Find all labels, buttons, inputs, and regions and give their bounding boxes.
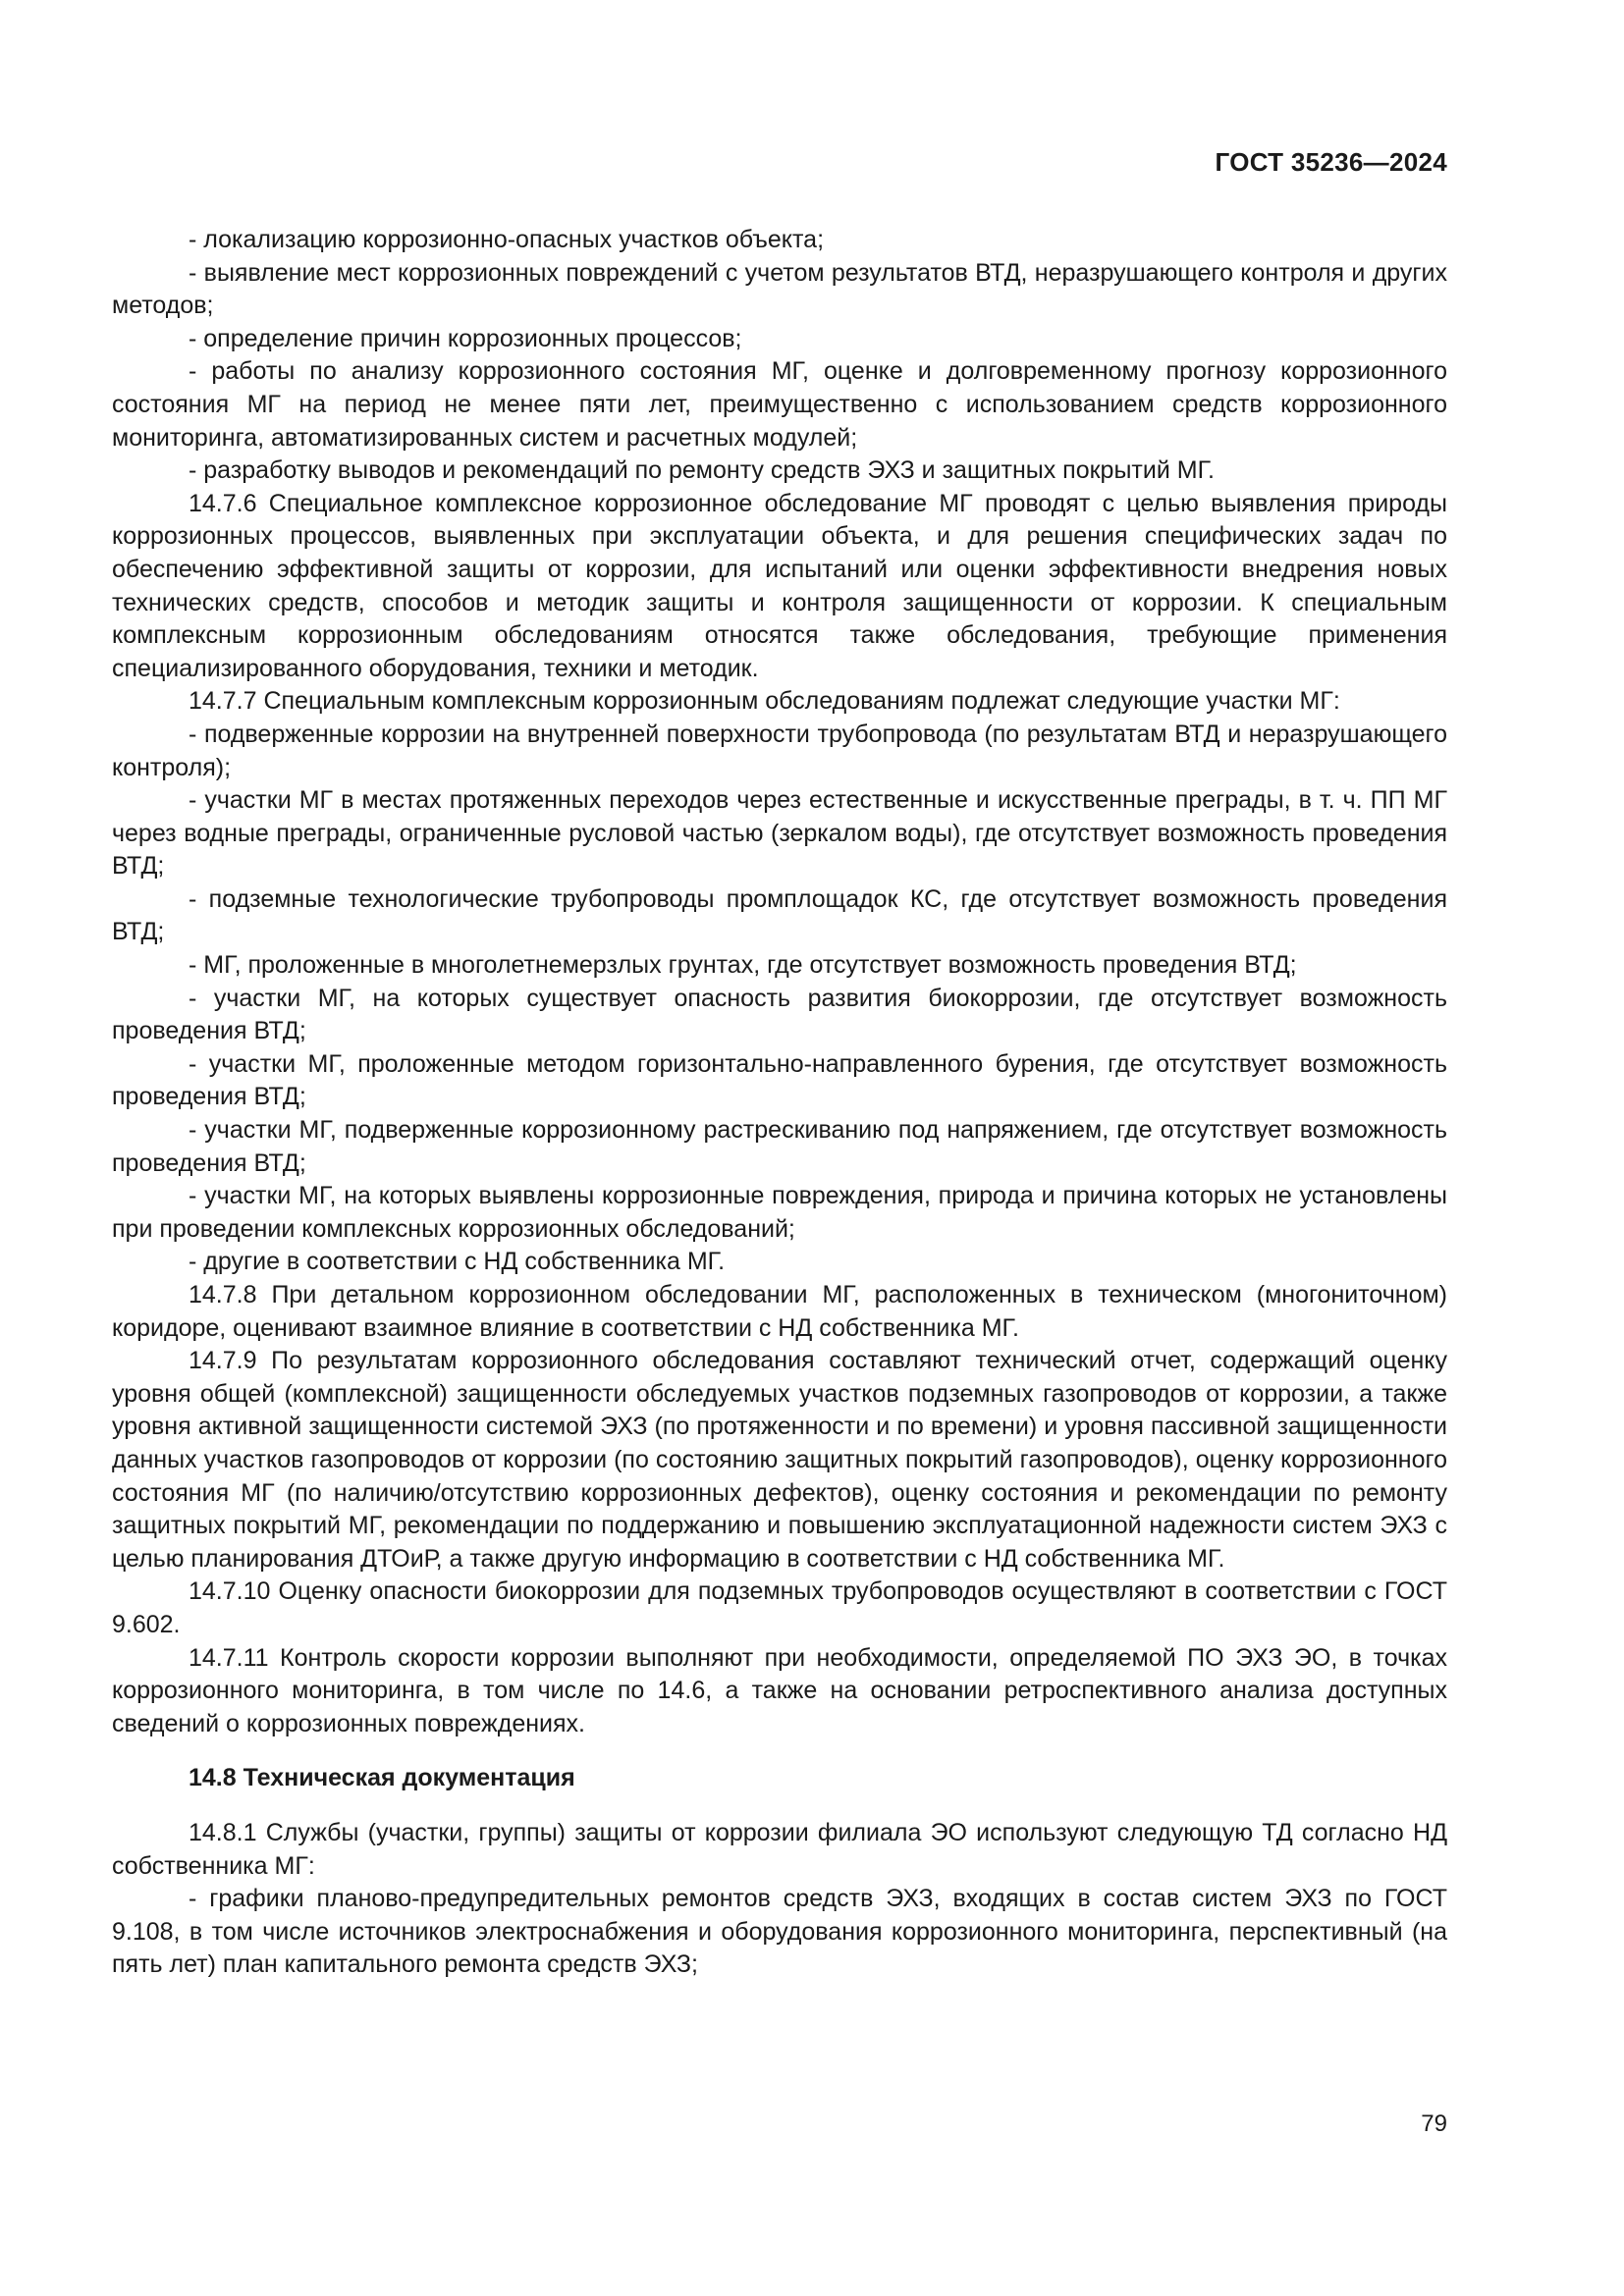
list-item: - подземные технологические трубопроводы промплощадок КС, где отсутствует возможность проведения ВТД; [112, 884, 1447, 946]
clause-14-7-8: 14.7.8 При детальном коррозионном обследовании МГ, расположенных в техническом (многониточном) коридоре, оценивают взаимное влияние в соответствии с НД собственника МГ. [112, 1281, 1447, 1342]
list-item: - участки МГ, на которых выявлены коррозионные повреждения, природа и причина которых не установлены при проведении комплексных коррозионных обследований; [112, 1182, 1447, 1243]
page-number: 79 [1421, 2110, 1447, 2137]
clause-14-7-6: 14.7.6 Специальное комплексное коррозионное обследование МГ проводят с целью выявления природы коррозионных процессов, выявленных при эксплуатации объекта, и для решения специфических задач по обеспечению эффективной защиты от коррозии, для испытаний или оценки эффективности внедрения новых технических средств, способов и методик защиты и контроля защищенности от коррозии. К специальным комплексным коррозионным обследованиям относятся также обследования, требующие применения специализированного оборудования, техники и методик. [112, 489, 1447, 682]
list-item: - МГ, проложенные в многолетнемерзлых грунтах, где отсутствует возможность проведения ВТД; [189, 951, 1297, 980]
list-item: - графики планово-предупредительных ремонтов средств ЭХЗ, входящих в состав систем ЭХЗ по ГОСТ 9.108, в том числе источников электроснабжения и оборудования коррозионного мониторинга, перспективный (на пять лет) план капитального ремонта средств ЭХЗ; [112, 1885, 1447, 1979]
list-item: - другие в соответствии с НД собственника МГ. [189, 1248, 726, 1276]
list-item: - участки МГ в местах протяженных переходов через естественные и искусственные преграды, в т. ч. ПП МГ через водные преграды, ограниченные русловой частью (зеркалом воды), где отсутствует возможность проведения ВТД; [112, 786, 1447, 881]
section-heading: 14.8 Техническая документация [189, 1764, 575, 1792]
list-item: - разработку выводов и рекомендаций по ремонту средств ЭХЗ и защитных покрытий МГ. [189, 456, 1215, 485]
clause-14-7-10: 14.7.10 Оценку опасности биокоррозии для подземных трубопроводов осуществляют в соответствии с ГОСТ 9.602. [112, 1577, 1447, 1638]
clause-14-8-1: 14.8.1 Службы (участки, группы) защиты от коррозии филиала ЭО используют следующую ТД согласно НД собственника МГ: [112, 1818, 1447, 1880]
list-item: - участки МГ, проложенные методом горизонтально-направленного бурения, где отсутствует возможность проведения ВТД; [112, 1049, 1447, 1111]
clause-14-7-9: 14.7.9 По результатам коррозионного обследования составляют технический отчет, содержащий оценку уровня общей (комплексной) защищенности обследуемых участков подземных газопроводов от коррозии, а также уровня активной защищенности системой ЭХЗ (по протяженности и по времени) и уровня пассивной защищенности данных участков газопроводов от коррозии (по состоянию защитных покрытий газопроводов), оценку коррозионного состояния МГ (по наличию/отсутствию коррозионных дефектов), оценку состояния и рекомендации по ремонту защитных покрытий МГ, рекомендации по поддержанию и повышению эксплуатационной надежности систем ЭХЗ с целью планирования ДТОиР, а также другую информацию в соответствии с НД собственника МГ. [112, 1347, 1447, 1573]
document-code-header: ГОСТ 35236—2024 [1215, 147, 1447, 177]
clause-14-7-11: 14.7.11 Контроль скорости коррозии выполняют при необходимости, определяемой ПО ЭХЗ ЭО, в точках коррозионного мониторинга, в том числе по 14.6, а также на основании ретроспективного анализа доступных сведений о коррозионных повреждениях. [112, 1643, 1447, 1737]
list-item: - участки МГ, на которых существует опасность развития биокоррозии, где отсутствует возможность проведения ВТД; [112, 984, 1447, 1045]
list-item: - выявление мест коррозионных повреждений с учетом результатов ВТД, неразрушающего контроля и других методов; [112, 258, 1447, 320]
clause-14-7-7: 14.7.7 Специальным комплексным коррозионным обследованиям подлежат следующие участки МГ: [189, 687, 1340, 716]
list-item: - локализацию коррозионно-опасных участков объекта; [189, 226, 825, 253]
list-item: - определение причин коррозионных процессов; [189, 324, 742, 352]
list-item: - работы по анализу коррозионного состояния МГ, оценке и долговременному прогнозу коррозионного состояния МГ на период не менее пяти лет, преимущественно с использованием средств коррозионного мониторинга, автоматизированных систем и расчетных модулей; [112, 357, 1447, 452]
list-item: - подверженные коррозии на внутренней поверхности трубопровода (по результатам ВТД и неразрушающего контроля); [112, 720, 1447, 781]
document-body [112, 224, 1447, 1982]
list-item: - участки МГ, подверженные коррозионному растрескиванию под напряжением, где отсутствует возможность проведения ВТД; [112, 1116, 1447, 1177]
